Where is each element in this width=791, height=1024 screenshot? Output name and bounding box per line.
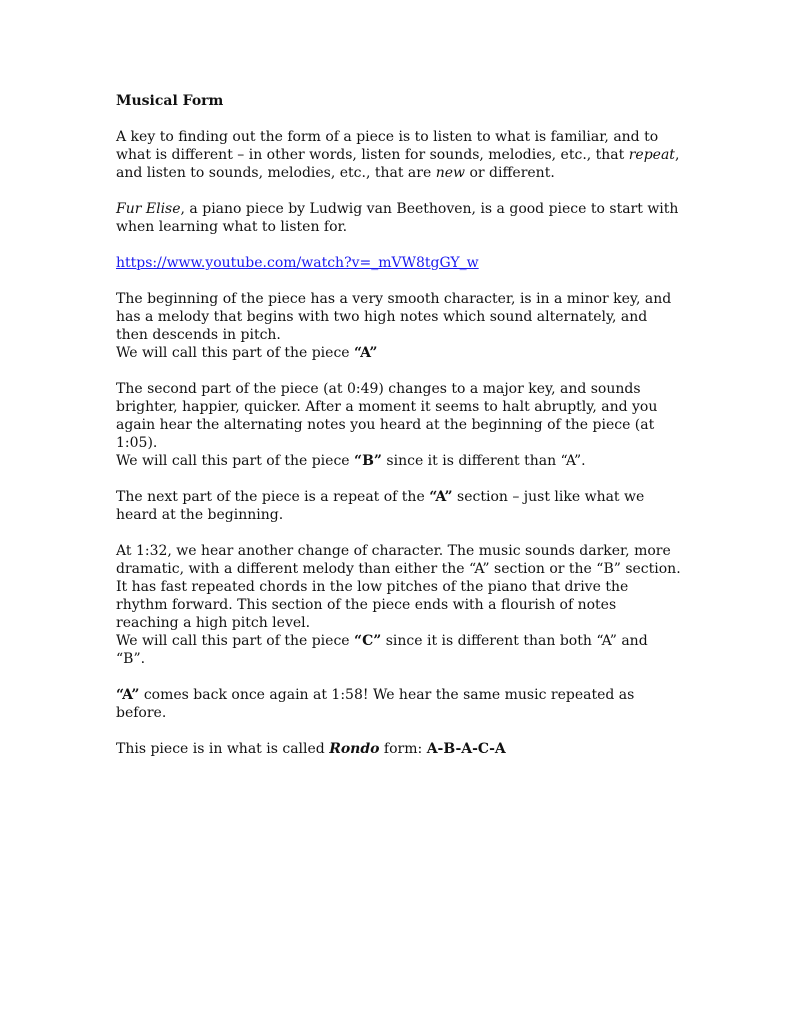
section-b-description: The second part of the piece (at 0:49) changes to a major key, and sounds brighter, happier, quicker. After a moment it seems to halt abruptly, and you again hear the alternating notes you heard at the beginning of the piece (at 1:05).	[116, 381, 658, 451]
paragraph-repeat-a	[116, 488, 681, 524]
intro-text-a: A key to finding out the form of a piece is to listen to what is familiar, and to what is different – in other words, listen for sounds, melodies, etc., that	[116, 129, 659, 163]
fur-elise-text: , a piano piece by Ludwig van Beethoven, is a good piece to start with when learning what to listen for.	[116, 201, 679, 235]
final-a-text: comes back once again at 1:58! We hear the same music repeated as before.	[116, 687, 635, 721]
page-title: Musical Form	[116, 93, 224, 109]
section-b-call: We will call this part of the piece	[116, 453, 355, 469]
new-emphasis: new	[435, 165, 466, 181]
repeat-emphasis: repeat	[628, 147, 675, 163]
intro-text-b: , and listen to sounds, melodies, etc., that are	[116, 147, 680, 181]
paragraph-final-a	[116, 686, 681, 722]
repeat-a-text-a: The next part of the piece is a repeat of the	[116, 489, 430, 505]
rondo-pattern: A-B-A-C-A	[426, 741, 506, 757]
section-a-description: The beginning of the piece has a very smooth character, is in a minor key, and has a melody that begins with two high notes which sound alternately, and then descends in pitch.	[116, 291, 672, 343]
paragraph-rondo	[116, 740, 681, 758]
final-a-label: “A”	[116, 687, 140, 703]
section-c-description: At 1:32, we hear another change of character. The music sounds darker, more dramatic, with a different melody than either the “A” section or the “B” section. It has fast repeated chords in the low pitches of the piano that drive the rhythm forward. This section of the piece ends with a flourish of notes reaching a high pitch level.	[116, 543, 681, 631]
section-a-label: “A”	[354, 345, 378, 361]
youtube-link[interactable]: https://www.youtube.com/watch?v=_mVW8tgGY_w	[116, 255, 479, 271]
paragraph-link	[116, 254, 681, 272]
section-c-label: “C”	[354, 633, 382, 649]
paragraph-intro	[116, 128, 681, 182]
piece-title: Fur Elise	[116, 201, 181, 217]
rondo-text-a: This piece is in what is called	[116, 741, 330, 757]
intro-text-c: or different.	[465, 165, 555, 181]
rondo-term: Rondo	[329, 741, 380, 757]
section-c-call: We will call this part of the piece	[116, 633, 355, 649]
paragraph-fur-elise	[116, 200, 681, 236]
paragraph-section-b	[116, 380, 681, 470]
document-page	[116, 92, 681, 776]
section-b-label: “B”	[354, 453, 382, 469]
section-b-after: since it is different than “A”.	[381, 453, 586, 469]
section-c-after: since it is different than both “A” and “B”.	[116, 633, 648, 667]
repeat-a-label: “A”	[429, 489, 453, 505]
section-a-call: We will call this part of the piece	[116, 345, 355, 361]
paragraph-section-a	[116, 290, 681, 362]
paragraph-section-c	[116, 542, 681, 668]
repeat-a-text-b: section – just like what we heard at the beginning.	[116, 489, 645, 523]
rondo-text-b: form:	[379, 741, 427, 757]
